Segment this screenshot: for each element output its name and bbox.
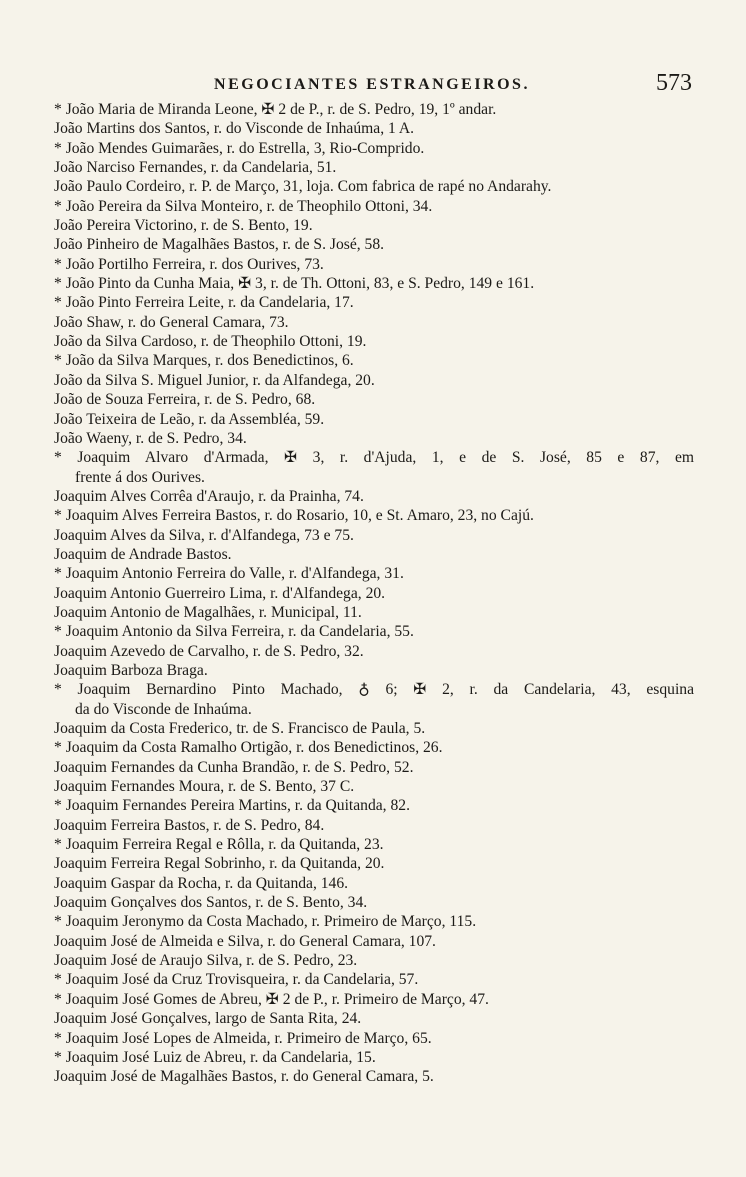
list-item: João Narciso Fernandes, r. da Candelaria, 51. [54, 159, 337, 177]
list-item: Joaquim Ferreira Regal Sobrinho, r. da Quitanda, 20. [54, 855, 385, 873]
list-item: * João Pinto da Cunha Maia, ✠ 3, r. de Th. Ottoni, 83, e S. Pedro, 149 e 161. [54, 275, 535, 293]
list-item: * Joaquim José Gomes de Abreu, ✠ 2 de P., r. Primeiro de Março, 47. [54, 990, 489, 1008]
list-item: * Joaquim Ferreira Regal e Rôlla, r. da Quitanda, 23. [54, 836, 384, 854]
list-item: Joaquim José Gonçalves, largo de Santa Rita, 24. [54, 1010, 362, 1028]
list-item: frente á dos Ourives. [75, 468, 205, 486]
list-item: Joaquim Antonio de Magalhães, r. Municipal, 11. [54, 603, 362, 621]
list-item: Joaquim Alves Corrêa d'Araujo, r. da Prainha, 74. [54, 487, 364, 505]
list-item: * João Maria de Miranda Leone, ✠ 2 de P., r. de S. Pedro, 19, 1º andar. [54, 101, 497, 118]
list-item: Joaquim Fernandes Moura, r. de S. Bento, 37 C. [54, 778, 355, 796]
list-item: Joaquim Fernandes da Cunha Brandão, r. de S. Pedro, 52. [54, 758, 414, 776]
list-item: João de Souza Ferreira, r. de S. Pedro, 68. [54, 391, 316, 409]
list-item: Joaquim Alves da Silva, r. d'Alfandega, 73 e 75. [54, 526, 354, 544]
list-item: * Joaquim Bernardino Pinto Machado, ♁ 6; ✠ 2, r. da Candelaria, 43, esquina [54, 681, 694, 699]
list-item: João Teixeira de Leão, r. da Assembléa, 59. [54, 410, 325, 428]
list-item: João Paulo Cordeiro, r. P. de Março, 31, loja. Com fabrica de rapé no Andarahy. [54, 178, 552, 196]
list-item: João Waeny, r. de S. Pedro, 34. [54, 429, 247, 447]
list-item: Joaquim Gonçalves dos Santos, r. de S. Bento, 34. [54, 894, 368, 912]
list-item: * Joaquim Alves Ferreira Bastos, r. do Rosario, 10, e St. Amaro, 23, no Cajú. [54, 507, 534, 525]
list-item: João da Silva S. Miguel Junior, r. da Alfandega, 20. [54, 371, 375, 389]
list-item: Joaquim José de Magalhães Bastos, r. do General Camara, 5. [54, 1068, 434, 1086]
list-item: * Joaquim José Luiz de Abreu, r. da Candelaria, 15. [54, 1048, 376, 1066]
list-item: * Joaquim José da Cruz Trovisqueira, r. da Candelaria, 57. [54, 971, 419, 989]
list-item: * João Portilho Ferreira, r. dos Ourives, 73. [54, 255, 324, 273]
list-item: * Joaquim Antonio Ferreira do Valle, r. d'Alfandega, 31. [54, 565, 404, 583]
list-item: * Joaquim Jeronymo da Costa Machado, r. Primeiro de Março, 115. [54, 913, 477, 931]
list-item: Joaquim José de Araujo Silva, r. de S. Pedro, 23. [54, 952, 358, 970]
page-header [52, 70, 692, 100]
list-item: * João Pinto Ferreira Leite, r. da Candelaria, 17. [54, 294, 354, 312]
list-item: Joaquim Ferreira Bastos, r. de S. Pedro, 84. [54, 816, 325, 834]
list-item: * Joaquim da Costa Ramalho Ortigão, r. dos Benedictinos, 26. [54, 739, 443, 757]
list-item: da do Visconde de Inhaúma. [75, 700, 252, 718]
list-item: Joaquim da Costa Frederico, tr. de S. Francisco de Paula, 5. [54, 720, 426, 737]
list-item: Joaquim Barboza Braga. [54, 661, 208, 679]
list-item: Joaquim Azevedo de Carvalho, r. de S. Pedro, 32. [54, 642, 364, 660]
list-item: * João Mendes Guimarães, r. do Estrella, 3, Rio-Comprido. [54, 139, 425, 157]
page-number: 573 [656, 70, 692, 96]
list-item: João Shaw, r. do General Camara, 73. [54, 313, 289, 331]
list-item: João da Silva Cardoso, r. de Theophilo Ottoni, 19. [54, 333, 367, 351]
list-item: * Joaquim Fernandes Pereira Martins, r. da Quitanda, 82. [54, 797, 410, 815]
list-item: Joaquim Gaspar da Rocha, r. da Quitanda, 146. [54, 874, 349, 892]
list-item: João Martins dos Santos, r. do Visconde de Inhaúma, 1 A. [54, 120, 414, 138]
section-title: NEGOCIANTES ESTRANGEIROS. [214, 76, 530, 93]
list-item: João Pinheiro de Magalhães Bastos, r. de S. José, 58. [54, 236, 385, 254]
list-item: Joaquim Antonio Guerreiro Lima, r. d'Alfandega, 20. [54, 584, 386, 602]
list-item: João Pereira Victorino, r. de S. Bento, 19. [54, 217, 313, 235]
list-item: * João Pereira da Silva Monteiro, r. de Theophilo Ottoni, 34. [54, 197, 433, 215]
list-item: * Joaquim Antonio da Silva Ferreira, r. da Candelaria, 55. [54, 623, 414, 641]
merchant-list [54, 100, 694, 1087]
list-item: * Joaquim Alvaro d'Armada, ✠ 3, r. d'Ajuda, 1, e de S. José, 85 e 87, em [54, 449, 694, 467]
list-item: Joaquim de Andrade Bastos. [54, 545, 232, 563]
list-item: * Joaquim José Lopes de Almeida, r. Primeiro de Março, 65. [54, 1029, 432, 1047]
list-item: * João da Silva Marques, r. dos Benedictinos, 6. [54, 352, 354, 370]
list-item: Joaquim José de Almeida e Silva, r. do General Camara, 107. [54, 932, 436, 950]
